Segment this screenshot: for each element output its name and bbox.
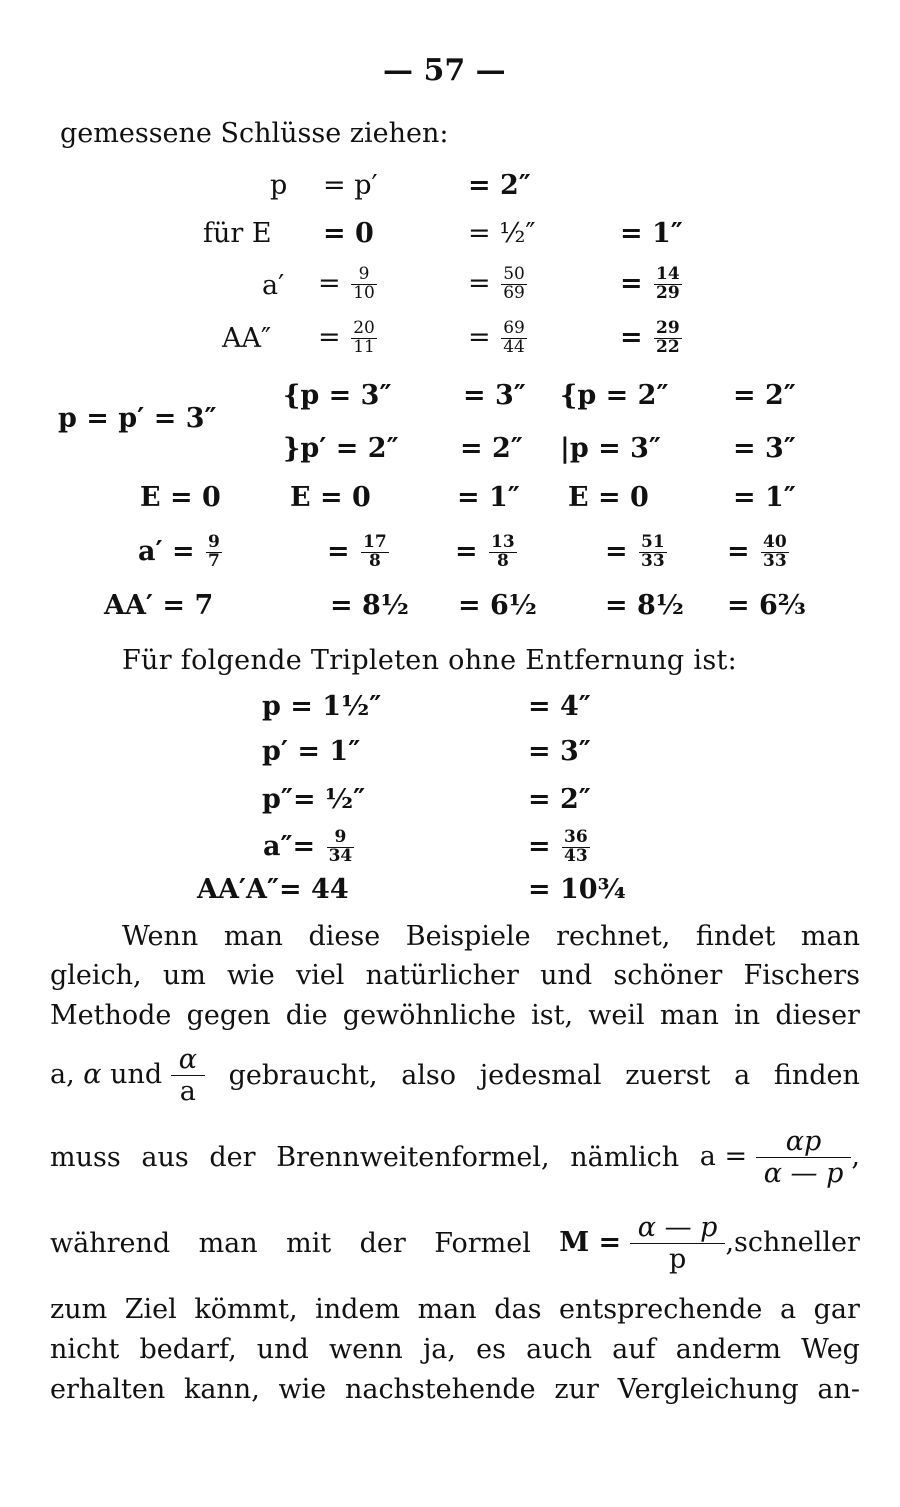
line6-formula <box>559 1212 860 1275</box>
w: wenn <box>328 1334 403 1365</box>
frac-num: α <box>171 1044 205 1076</box>
frac-den: p <box>668 1244 687 1276</box>
w: Brennweitenformel, <box>276 1142 550 1174</box>
line6-frac <box>630 1212 726 1275</box>
t2-a-lfrac <box>206 534 222 571</box>
t3-a-ld: 34 <box>328 845 353 866</box>
w: a <box>734 1060 751 1092</box>
t2-a-c2-eq: = <box>455 535 478 567</box>
para-line-1 <box>122 923 860 950</box>
t2-a-c1d: 8 <box>368 550 381 571</box>
w: zur <box>554 1374 599 1405</box>
t3-a-ln: 9 <box>327 829 355 848</box>
t2-a-c3 <box>605 534 669 571</box>
t2-AA-label: AA′ = 7 <box>104 590 214 621</box>
w: , <box>851 1141 860 1173</box>
intro-line: gemessene Schlüsse ziehen: <box>60 118 449 149</box>
t1-a-frac2 <box>501 266 527 303</box>
w: ist, <box>531 1000 574 1031</box>
frac-num: α — p <box>630 1212 726 1244</box>
t1-a-f3n: 14 <box>656 264 680 284</box>
w: nämlich <box>570 1142 680 1174</box>
t3-a-lfrac <box>327 829 355 866</box>
t1-AA-eq1: = <box>318 321 341 353</box>
t3-r1-left: p′ = 1″ <box>262 736 361 767</box>
t2-a-c3n: 51 <box>641 532 665 552</box>
t2-a-c4-frac <box>761 534 789 571</box>
t1-fur-v2: = 1″ <box>620 218 683 249</box>
w: das <box>494 1294 542 1325</box>
t2-r2-c4: = 3″ <box>733 433 796 464</box>
frac-den: a <box>179 1076 196 1108</box>
t2-a-c3d: 33 <box>641 550 665 571</box>
w: auf <box>612 1334 656 1365</box>
t2-a-c4n: 40 <box>763 532 787 552</box>
t2-r2-c3: |p = 3″ <box>560 433 661 464</box>
t3-r0-right: = 4″ <box>528 691 591 722</box>
w: erhalten <box>50 1374 166 1405</box>
t1-a-f1n: 9 <box>351 266 377 285</box>
t3-r2-left: p″= ½″ <box>262 784 366 815</box>
t2-a-c4 <box>727 534 791 571</box>
t2-a-c1 <box>327 534 391 571</box>
t1-a-eq2: = <box>468 267 491 299</box>
t1-AA-label: AA″ <box>222 323 272 354</box>
t3-a-rn: 36 <box>564 827 588 847</box>
w: indem <box>315 1294 401 1325</box>
w: während <box>50 1228 171 1260</box>
t1-AA-f2d: 44 <box>503 336 525 357</box>
w: der <box>209 1142 256 1174</box>
w: findet <box>695 921 776 952</box>
t3-a-rfrac <box>562 829 590 866</box>
w: Wenn <box>122 921 199 952</box>
w: Formel <box>434 1228 531 1260</box>
w: in <box>734 1000 761 1031</box>
w: dieser <box>775 1000 860 1031</box>
line5-frac <box>756 1126 852 1189</box>
t3-AA-right: = 10¾ <box>528 874 626 905</box>
t3-AA-left: AA′A″= 44 <box>197 874 349 905</box>
t1-AA-frac1 <box>351 320 377 357</box>
t1-AA-eq3: = <box>620 321 643 353</box>
t2-a-c3-frac <box>639 534 667 571</box>
t1-AA-frac2 <box>501 320 527 357</box>
t2-r1-c2: = 3″ <box>463 380 526 411</box>
w: nachstehende <box>344 1374 536 1405</box>
t1-a-cell2 <box>468 266 529 303</box>
w: mit <box>286 1228 332 1260</box>
w: und <box>101 1059 171 1091</box>
w: Vergleichung <box>617 1374 799 1405</box>
w: auch <box>526 1334 593 1365</box>
t2-E-c1: E = 0 <box>290 482 371 513</box>
w: man <box>659 1000 719 1031</box>
w: man <box>417 1294 477 1325</box>
t1-AA-eq2: = <box>468 321 491 353</box>
section-heading: Für folgende Tripleten ohne Entfernung ist: <box>122 645 738 676</box>
t2-a-c1n: 17 <box>363 532 387 552</box>
t1-AA-f3n: 29 <box>656 318 680 338</box>
t3-r2-right: = 2″ <box>528 784 591 815</box>
t2-a-c3-eq: = <box>605 535 628 567</box>
w: weil <box>588 1000 645 1031</box>
t2-a-label: a′ = <box>138 535 195 567</box>
w: diese <box>308 921 381 952</box>
para-line-3 <box>50 1002 860 1029</box>
t2-a-c1-eq: = <box>327 535 350 567</box>
t1-a-cell1 <box>318 266 379 303</box>
w: wie <box>227 960 275 991</box>
w: aus <box>141 1142 189 1174</box>
w: zum <box>50 1294 108 1325</box>
line4-frac <box>171 1044 205 1107</box>
w: bedarf, <box>139 1334 237 1365</box>
t1-AA-f2n: 69 <box>503 318 525 338</box>
w: kömmt, <box>194 1294 298 1325</box>
para-line-2 <box>50 962 860 989</box>
w: Weg <box>801 1334 860 1365</box>
t1-a-f2n: 50 <box>503 264 525 284</box>
frac-den: α — p <box>763 1158 844 1190</box>
t2-E-c4: = 1″ <box>733 482 796 513</box>
t1-a-eq1: = <box>318 267 341 299</box>
w: es <box>476 1334 506 1365</box>
w: Fischers <box>743 960 860 991</box>
w: man <box>198 1228 258 1260</box>
t2-a-c1-frac <box>361 534 389 571</box>
w: a, <box>50 1059 84 1091</box>
t2-a-c2-frac <box>489 534 517 571</box>
w: finden <box>773 1060 860 1092</box>
t1-a-f2d: 69 <box>503 282 525 303</box>
t2-a-ln: 9 <box>208 532 220 552</box>
w: gar <box>813 1294 860 1325</box>
w: jedesmal <box>479 1060 602 1092</box>
t2-a-c2 <box>455 534 519 571</box>
t3-a-req: = <box>528 830 551 862</box>
t3-a-right <box>528 829 592 866</box>
t1-a-cell3 <box>620 266 684 303</box>
t2-a-label-cell <box>138 534 224 571</box>
t1-a-frac3 <box>654 266 682 303</box>
w: natürlicher <box>365 960 519 991</box>
t1-fur-label: für E <box>203 218 272 249</box>
t2-r1-c1: {p = 3″ <box>283 380 392 411</box>
para-line-7 <box>50 1296 860 1323</box>
frac-num: αp <box>756 1126 852 1158</box>
t3-r0-left: p = 1½″ <box>262 691 382 722</box>
w: um <box>162 960 206 991</box>
t1-fur-v0: = 0 <box>323 218 374 249</box>
t3-a-label: a″= <box>263 830 316 862</box>
para-line-9 <box>50 1376 860 1403</box>
w: entsprechende <box>559 1294 763 1325</box>
t1-AA-f3d: 22 <box>656 336 680 357</box>
w: an- <box>817 1374 860 1405</box>
t2-E-c3: E = 0 <box>568 482 649 513</box>
w: schöner <box>613 960 723 991</box>
t2-E-label: E = 0 <box>140 482 221 513</box>
t2-a-c4d: 33 <box>763 550 787 571</box>
t2-r1-c4: = 2″ <box>733 380 796 411</box>
t1-AA-cell2 <box>468 320 529 357</box>
t2-a-c2n: 13 <box>491 532 515 552</box>
para-line-6 <box>50 1212 860 1275</box>
w: gleich, <box>50 960 142 991</box>
t2-a-c2d: 8 <box>496 550 509 571</box>
w: Ziel <box>124 1294 177 1325</box>
w: man <box>223 921 283 952</box>
w: und <box>256 1334 309 1365</box>
w: muss <box>50 1142 121 1174</box>
t1-a-f3d: 29 <box>656 282 680 303</box>
t2-r1-c3: {p = 2″ <box>560 380 669 411</box>
para-line-4 <box>50 1044 860 1107</box>
w: Beispiele <box>405 921 531 952</box>
t2-AA-c3: = 8½ <box>605 590 684 621</box>
para-line-8 <box>50 1336 860 1363</box>
t1-p-eq: = p′ <box>323 170 378 201</box>
t1-p-v1: = 2″ <box>468 170 531 201</box>
w: ja, <box>422 1334 456 1365</box>
line5-formula <box>700 1126 860 1189</box>
w: man <box>800 921 860 952</box>
t1-AA-frac3 <box>654 320 682 357</box>
w: gebraucht, <box>228 1060 378 1092</box>
t2-pp: p = p′ = 3″ <box>58 403 217 434</box>
t2-a-c4-eq: = <box>727 535 750 567</box>
w: Methode <box>50 1000 172 1031</box>
page-number: — 57 — <box>383 53 506 88</box>
t2-AA-c1: = 8½ <box>330 590 409 621</box>
t2-r2-c1: }p′ = 2″ <box>283 433 399 464</box>
w: a = <box>699 1141 748 1173</box>
t1-AA-cell1 <box>318 320 379 357</box>
w: ,schneller <box>725 1227 860 1259</box>
w: viel <box>295 960 345 991</box>
t2-E-c2: = 1″ <box>457 482 520 513</box>
t3-r1-right: = 3″ <box>528 736 591 767</box>
t2-AA-c2: = 6½ <box>458 590 537 621</box>
t1-p-label: p <box>270 170 288 201</box>
t1-AA-cell3 <box>620 320 684 357</box>
t2-r2-c2: = 2″ <box>460 433 523 464</box>
t1-AA-f1n: 20 <box>353 318 375 338</box>
w: also <box>401 1060 457 1092</box>
t1-a-frac1 <box>351 266 377 303</box>
t1-AA-f1d: 11 <box>353 336 375 357</box>
t2-a-ld: 7 <box>208 550 220 571</box>
t1-a-f1d: 10 <box>353 282 375 303</box>
w: gewöhnliche <box>342 1000 516 1031</box>
w: kann, <box>183 1374 260 1405</box>
w: zuerst <box>625 1060 711 1092</box>
t2-AA-c4: = 6⅔ <box>727 590 806 621</box>
t1-a-eq3: = <box>620 267 643 299</box>
w: anderm <box>675 1334 782 1365</box>
w: gegen <box>186 1000 271 1031</box>
t3-a-left <box>263 829 356 866</box>
t1-a-label: a′ <box>262 270 285 301</box>
w: rechnet, <box>556 921 671 952</box>
w: die <box>285 1000 328 1031</box>
t1-fur-v1: = ½″ <box>468 218 536 249</box>
w: und <box>540 960 593 991</box>
w: wie <box>278 1374 327 1405</box>
w: nicht <box>50 1334 120 1365</box>
para-line-5 <box>50 1126 860 1189</box>
t3-a-rd: 43 <box>564 845 588 866</box>
alpha-symbol: α <box>83 1059 102 1091</box>
w: M = <box>559 1227 622 1259</box>
w: der <box>359 1228 406 1260</box>
w: a <box>779 1294 797 1325</box>
line4-start <box>50 1044 205 1107</box>
